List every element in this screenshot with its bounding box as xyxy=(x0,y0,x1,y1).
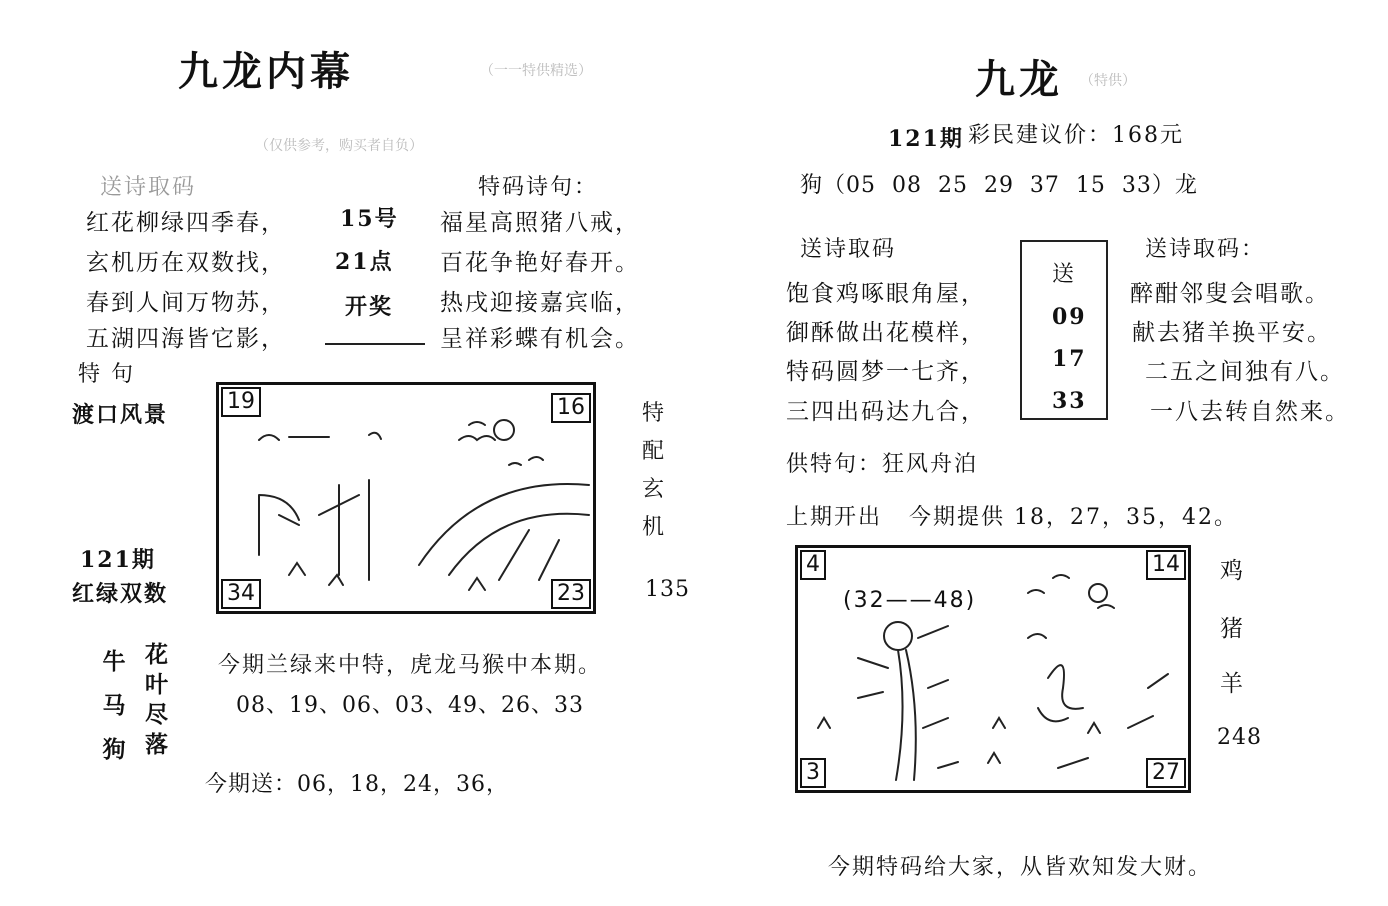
right-poem2-line-2: 献去猪羊换平安。 xyxy=(1132,320,1332,346)
left-subtitle-faint: （仅供参考，购买者自负） xyxy=(255,138,423,154)
left-poem-line-4: 五湖四海皆它影， xyxy=(86,326,286,352)
left-hint-line: 今期兰绿来中特，虎龙马猴中本期。 xyxy=(218,653,603,678)
send-number-1: 09 xyxy=(1052,304,1087,330)
left-sketch-drawing xyxy=(219,385,593,611)
right-poem-line-2: 御酥做出花模样， xyxy=(786,320,986,346)
zodiac-column: 牛马狗 xyxy=(102,648,128,763)
right-poem2-line-4: 一八去转自然来。 xyxy=(1150,399,1350,425)
right-corner-bottom-right: 27 xyxy=(1146,758,1186,788)
left-title-faint-note: （一一特供精选） xyxy=(480,63,592,79)
draw-time: 21点 xyxy=(335,249,394,275)
right-page-title: 九龙 xyxy=(975,56,1063,103)
last-period-line: 上期开出 今期提供 18，27，35，42。 xyxy=(786,505,1238,530)
scene-label: 渡口风景 xyxy=(72,402,169,428)
draw-date: 15号 xyxy=(340,206,399,232)
right-poem-line-1: 饱食鸡啄眼角屋， xyxy=(786,281,986,307)
left-corner-top-right: 16 xyxy=(551,393,591,423)
send-box-label: 送 xyxy=(1052,262,1077,287)
idiom-char-2: 叶 xyxy=(145,671,170,698)
left-special-line-4: 呈祥彩蝶有机会。 xyxy=(440,326,640,352)
right-poem-line-3: 特码圆梦一七齐， xyxy=(786,359,986,385)
right-corner-bottom-left: 3 xyxy=(800,758,826,788)
right-corner-top-left: 4 xyxy=(800,550,826,580)
idiom-char-1: 花 xyxy=(145,641,170,668)
left-poem-line-1: 红花柳绿四季春， xyxy=(86,210,286,236)
right-sketch-text: (32——48) xyxy=(843,588,977,613)
dog-line: 狗（05 08 25 29 37 15 33）龙 xyxy=(800,173,1198,198)
price-label: 彩民建议价：168元 xyxy=(968,123,1184,148)
right-sketch-frame xyxy=(795,545,1191,793)
left-poem-line-3: 春到人间万物苏， xyxy=(86,290,286,316)
left-special-sentence-label: 特 句 xyxy=(78,362,135,387)
left-poem-line-2: 玄机历在双数找， xyxy=(86,250,286,276)
left-special-poem-header: 特码诗句： xyxy=(478,175,599,200)
right-special-sentence: 供特句：狂风舟泊 xyxy=(786,452,979,477)
left-send-line: 今期送：06，18，24，36， xyxy=(205,772,509,797)
right-poem-line-4: 三四出码达九合， xyxy=(786,399,986,425)
side-zodiac-3: 羊 xyxy=(1220,671,1245,697)
right-poem2-line-3: 二五之间独有八。 xyxy=(1145,359,1345,385)
right-poem-header-2: 送诗取码： xyxy=(1145,237,1266,262)
left-corner-bottom-left: 34 xyxy=(221,579,261,609)
right-title-faint-note: （特供） xyxy=(1080,73,1136,89)
left-corner-top-left: 19 xyxy=(221,387,261,417)
left-issue-label: 121期 xyxy=(80,547,156,573)
idiom-column xyxy=(145,640,170,760)
right-poem-header: 送诗取码 xyxy=(800,237,897,262)
color-label: 红绿双数 xyxy=(72,581,169,607)
right-issue: 121期 xyxy=(888,126,964,152)
left-page-title: 九龙内幕 xyxy=(178,48,354,95)
send-number-2: 17 xyxy=(1052,346,1087,372)
right-footer: 今期特码给大家，从皆欢知发大财。 xyxy=(828,855,1213,880)
left-hint-numbers: 08、19、06、03、49、26、33 xyxy=(236,693,584,718)
left-poem-header: 送诗取码 xyxy=(100,175,197,200)
left-side-number: 135 xyxy=(645,577,690,602)
left-special-line-2: 百花争艳好春开。 xyxy=(440,250,640,276)
right-side-number: 248 xyxy=(1217,725,1262,750)
left-sketch-frame xyxy=(216,382,596,614)
idiom-char-4: 落 xyxy=(145,731,170,758)
left-corner-bottom-right: 23 xyxy=(551,579,591,609)
left-special-line-3: 热戌迎接嘉宾临， xyxy=(440,290,640,316)
send-number-3: 33 xyxy=(1052,388,1087,414)
right-sketch-drawing xyxy=(798,548,1188,790)
side-zodiac-2: 猪 xyxy=(1220,616,1245,642)
send-box xyxy=(1020,240,1108,420)
side-zodiac-1: 鸡 xyxy=(1220,558,1245,584)
draw-label: 开奖 xyxy=(345,294,394,320)
left-side-vertical-text: 特配玄机 xyxy=(641,401,664,540)
left-special-line-1: 福星高照猪八戒， xyxy=(440,210,640,236)
right-corner-top-right: 14 xyxy=(1146,550,1186,580)
right-poem2-line-1: 醉酣邻叟会唱歌。 xyxy=(1130,281,1330,307)
idiom-char-3: 尽 xyxy=(145,701,170,728)
